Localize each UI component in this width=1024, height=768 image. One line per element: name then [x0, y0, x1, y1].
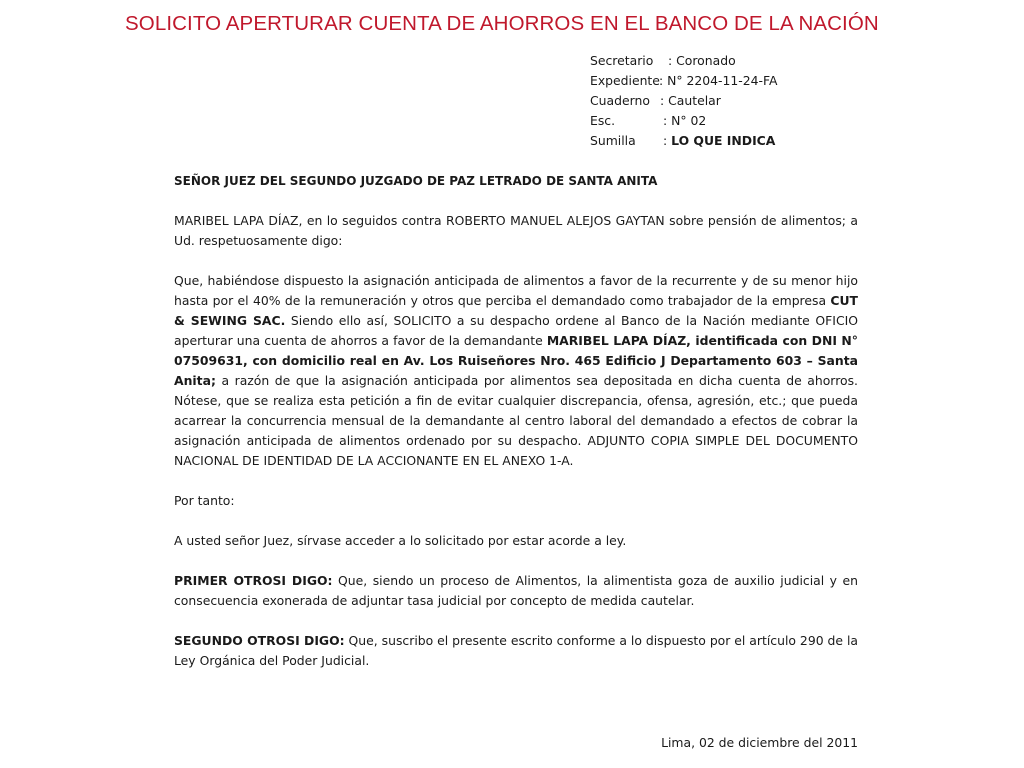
page-title: SOLICITO APERTURAR CUENTA DE AHORROS EN EL BANCO DE LA NACIÓN	[125, 12, 879, 35]
case-info-value	[663, 131, 775, 151]
case-info-value	[668, 51, 736, 71]
place-date: Lima, 02 de diciembre del 2011	[661, 735, 858, 750]
document-body	[174, 171, 858, 691]
segundo-otrosi-paragraph	[174, 631, 858, 671]
case-info-row-cuaderno	[590, 91, 777, 111]
case-info-cuaderno-value: Cautelar	[668, 93, 721, 108]
main-text-part-1: Que, habiéndose dispuesto la asignación anticipada de alimentos a favor de la recurrente y de su menor hijo hasta por el 40% de la remuneración y otros que perciba el demandado como trabajador de la empresa	[174, 273, 858, 308]
case-info-separator: :	[663, 113, 672, 128]
main-request-paragraph	[174, 271, 858, 471]
case-info-esc-value: N° 02	[671, 113, 707, 128]
case-info-row-sumilla	[590, 131, 777, 151]
intro-paragraph: MARIBEL LAPA DÍAZ, en lo seguidos contra ROBERTO MANUEL ALEJOS GAYTAN sobre pensión de alimentos; a Ud. respetuosamente digo:	[174, 213, 858, 248]
company-name: CUT & SEWING SAC.	[174, 293, 858, 328]
case-info-row-esc	[590, 111, 777, 131]
case-info-value	[659, 71, 777, 91]
case-info-row-secretario	[590, 51, 777, 71]
case-info-separator: :	[659, 73, 668, 88]
case-info-row-expediente	[590, 71, 777, 91]
case-info-separator: :	[668, 53, 677, 68]
primer-otrosi-label: PRIMER OTROSI DIGO:	[174, 573, 333, 588]
case-info-value	[660, 91, 721, 111]
case-info-sumilla-value: LO QUE INDICA	[671, 133, 776, 148]
main-text-part-3: a razón de que la asignación anticipada por alimentos sea depositada en dicha cuenta de ahorros. Nótese, que se realiza esta petición a fin de evitar cualquier discrepancia, ofensa, agresión, etc.; que pueda acarrear la concurrencia mensual de la demandante al centro laboral del demandado a efectos de cobrar la asignación anticipada de alimentos ordenado por su despacho. ADJUNTO COPIA SIMPLE DEL DOCUMENTO NACIONAL DE IDENTIDAD DE LA ACCIONANTE EN EL ANEXO 1-A.	[174, 373, 858, 468]
addressee-line: SEÑOR JUEZ DEL SEGUNDO JUZGADO DE PAZ LETRADO DE SANTA ANITA	[174, 174, 658, 188]
segundo-otrosi-label: SEGUNDO OTROSI DIGO:	[174, 633, 345, 648]
primer-otrosi-paragraph	[174, 571, 858, 611]
claimant-details: MARIBEL LAPA DÍAZ, identificada con DNI N° 07509631, con domicilio real en Av. Los Ruiseñores Nro. 465 Edificio J Departamento 603 – Santa Anita;	[174, 333, 858, 388]
primer-otrosi-text: Que, siendo un proceso de Alimentos, la alimentista goza de auxilio judicial y en consecuencia exonerada de adjuntar tasa judicial por concepto de medida cautelar.	[174, 573, 859, 608]
segundo-otrosi-text: Que, suscribo el presente escrito conforme a lo dispuesto por el artículo 290 de la Ley Orgánica del Poder Judicial.	[174, 633, 858, 668]
case-info-label: Secretario	[590, 53, 654, 68]
case-info-secretario-value: Coronado	[676, 53, 736, 68]
por-tanto-line: Por tanto:	[174, 493, 235, 508]
case-info-expediente-value: N° 2204-11-24-FA	[667, 73, 778, 88]
case-info-label: Cuaderno	[590, 93, 650, 108]
case-info-block	[590, 51, 777, 151]
case-info-label: Expediente	[590, 73, 660, 88]
case-info-label: Sumilla	[590, 133, 636, 148]
main-text-part-2: Siendo ello así, SOLICITO a su despacho ordene al Banco de la Nación mediante OFICIO aperturar una cuenta de ahorros a favor de la demandante	[174, 313, 859, 348]
case-info-separator: :	[663, 133, 672, 148]
case-info-label: Esc.	[590, 113, 616, 128]
final-request-paragraph: A usted señor Juez, sírvase acceder a lo solicitado por estar acorde a ley.	[174, 533, 627, 548]
case-info-separator: :	[660, 93, 669, 108]
case-info-value	[663, 111, 706, 131]
